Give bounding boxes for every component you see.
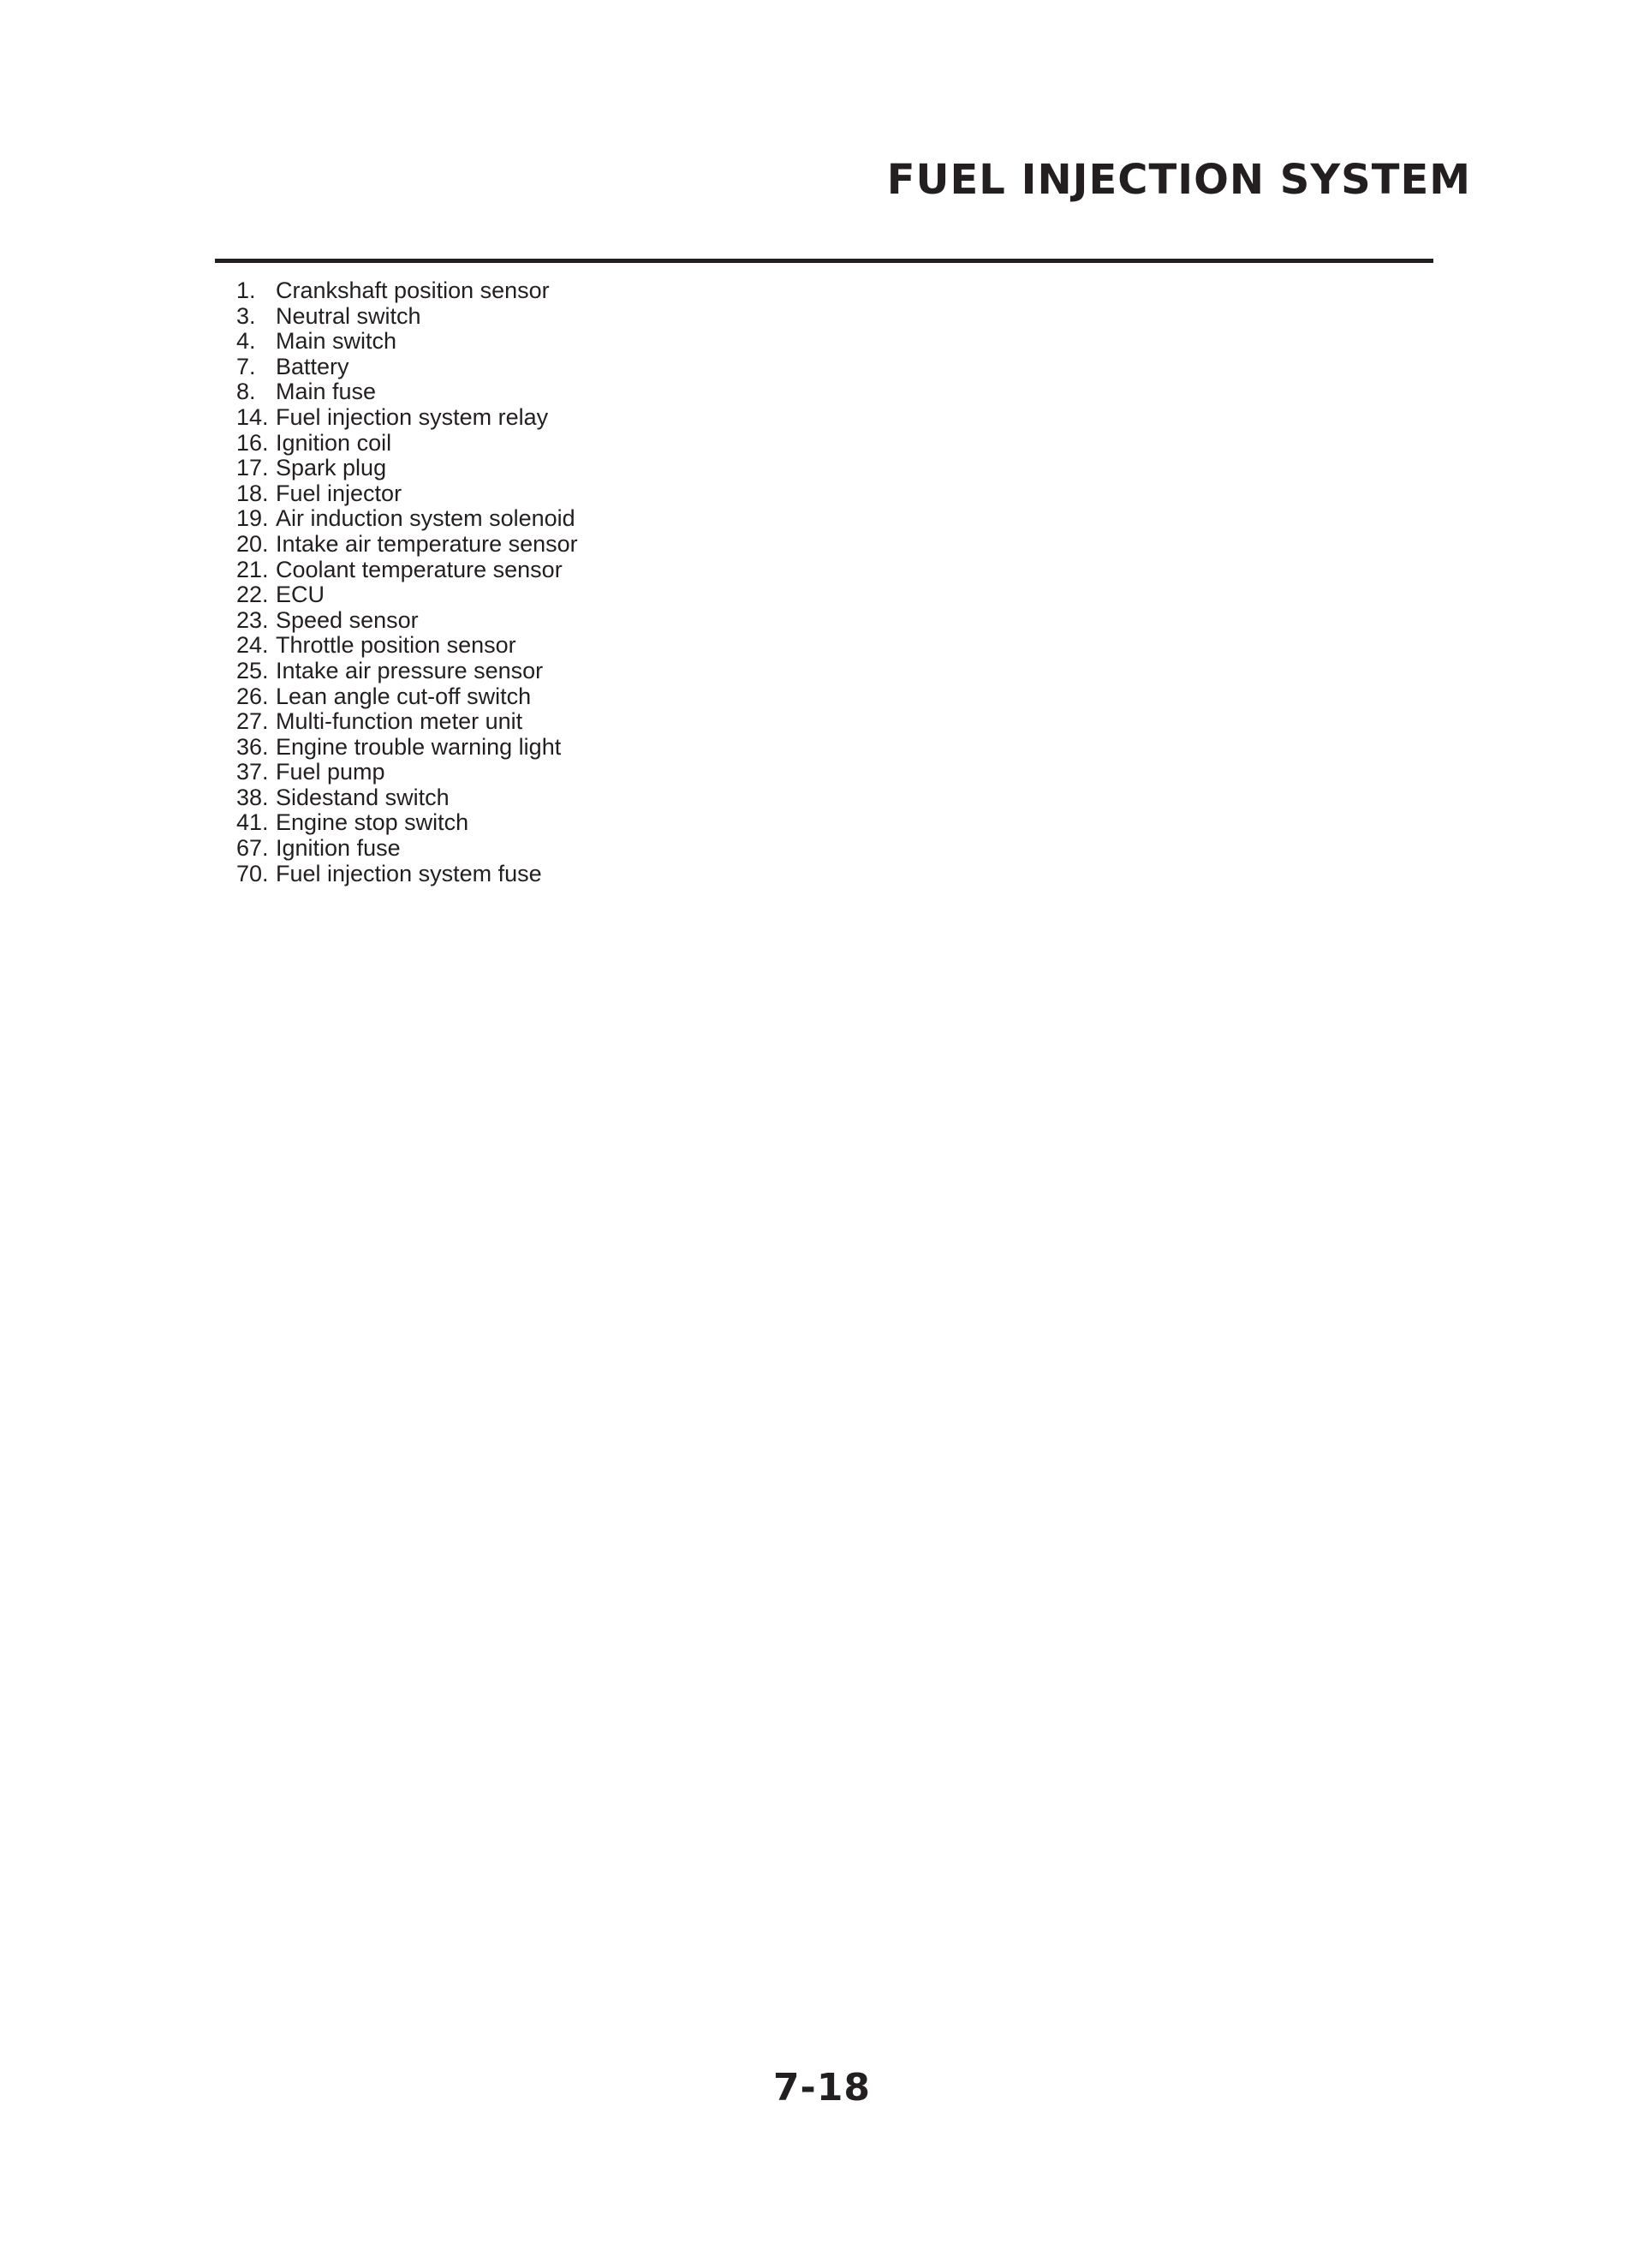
legend-item-number: 22. — [236, 582, 269, 608]
legend-item-number: 67. — [236, 835, 269, 862]
legend-item-number: 3. — [236, 302, 256, 329]
legend-item-label: Intake air temperature sensor — [276, 530, 578, 557]
legend-item — [236, 608, 578, 634]
legend-item-label: Neutral switch — [276, 302, 421, 329]
legend-item — [236, 431, 578, 457]
legend-item-number: 17. — [236, 455, 269, 481]
legend-item — [236, 558, 578, 583]
legend-item — [236, 810, 578, 836]
legend-item — [236, 329, 578, 355]
legend-item-number: 24. — [236, 632, 269, 659]
legend-item-number: 18. — [236, 480, 269, 506]
legend-item — [236, 582, 578, 608]
legend-item-label: Fuel pump — [276, 759, 385, 785]
legend-item-number: 37. — [236, 759, 269, 785]
legend-item-number: 21. — [236, 556, 269, 582]
legend-item-label: Sidestand switch — [276, 784, 450, 810]
legend-item-number: 23. — [236, 606, 269, 633]
legend-item-number: 14. — [236, 403, 269, 430]
legend-item-label: Fuel injection system fuse — [276, 860, 542, 886]
legend-item — [236, 760, 578, 785]
legend-item-number: 20. — [236, 530, 269, 557]
legend-item-label: Lean angle cut-off switch — [276, 683, 532, 709]
legend-item — [236, 709, 578, 735]
legend-item-label: Main switch — [276, 328, 397, 355]
legend-item-label: Spark plug — [276, 455, 387, 481]
legend-item-label: Multi-function meter unit — [276, 708, 523, 735]
legend-item-label: Throttle position sensor — [276, 632, 516, 659]
legend-item-label: Ignition fuse — [276, 835, 401, 862]
legend-item-label: Fuel injection system relay — [276, 403, 549, 430]
legend-item-label: Fuel injector — [276, 480, 402, 506]
legend-item — [236, 379, 578, 405]
legend-item-number: 70. — [236, 860, 269, 886]
legend-item-number: 4. — [236, 328, 256, 355]
legend-item-label: Engine stop switch — [276, 809, 469, 836]
legend-item-label: Battery — [276, 353, 349, 379]
header-divider — [215, 259, 1433, 263]
legend-item-label: Ignition coil — [276, 429, 392, 456]
legend-item-label: Intake air pressure sensor — [276, 657, 544, 683]
legend-item-number: 38. — [236, 784, 269, 810]
legend-item-number: 16. — [236, 429, 269, 456]
legend-item — [236, 481, 578, 507]
legend-item-number: 36. — [236, 733, 269, 760]
legend-item — [236, 684, 578, 710]
legend-item-number: 19. — [236, 505, 269, 532]
legend-item-number: 26. — [236, 683, 269, 709]
legend-item-number: 25. — [236, 657, 269, 683]
legend-item-label: Speed sensor — [276, 606, 419, 633]
legend-item-number: 41. — [236, 809, 269, 836]
legend-item — [236, 785, 578, 811]
legend-item-number: 8. — [236, 379, 256, 405]
legend-item — [236, 633, 578, 659]
legend-item-number: 7. — [236, 353, 256, 379]
component-legend-list — [236, 278, 578, 886]
legend-item — [236, 304, 578, 330]
legend-item — [236, 532, 578, 558]
page-title: FUEL INJECTION SYSTEM — [886, 156, 1471, 204]
legend-item-label: Air induction system solenoid — [276, 505, 575, 532]
legend-item — [236, 735, 578, 761]
legend-item-number: 1. — [236, 278, 256, 303]
legend-item-number: 27. — [236, 708, 269, 735]
legend-item-label: Main fuse — [276, 379, 377, 405]
legend-item — [236, 456, 578, 481]
legend-item — [236, 278, 578, 304]
legend-item-label: Coolant temperature sensor — [276, 556, 563, 582]
legend-item — [236, 355, 578, 380]
page-number: 7-18 — [772, 2066, 872, 2110]
legend-item-label: Crankshaft position sensor — [276, 278, 550, 303]
legend-item — [236, 836, 578, 862]
legend-item — [236, 405, 578, 431]
legend-item-label: ECU — [276, 582, 325, 608]
legend-item — [236, 862, 578, 887]
legend-item — [236, 659, 578, 684]
legend-item-label: Engine trouble warning light — [276, 733, 562, 760]
legend-item — [236, 506, 578, 532]
